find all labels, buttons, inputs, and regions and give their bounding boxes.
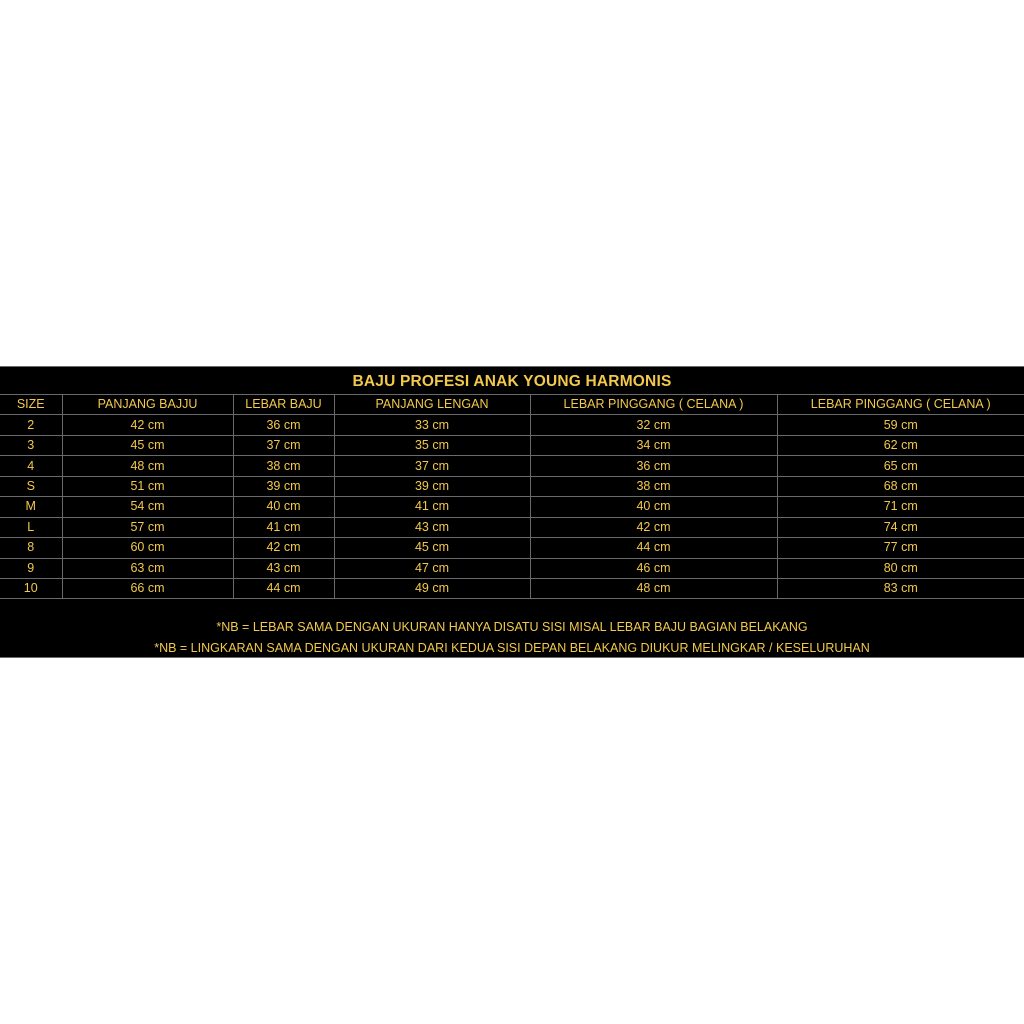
table-cell: 66 cm (62, 578, 233, 598)
table-cell: 8 (0, 538, 62, 558)
table-cell: M (0, 497, 62, 517)
table-cell: 36 cm (530, 456, 777, 476)
table-cell: 80 cm (777, 558, 1024, 578)
table-row (0, 517, 1024, 537)
table-cell: 37 cm (334, 456, 530, 476)
table-cell: 10 (0, 578, 62, 598)
table-cell: 39 cm (233, 476, 334, 496)
table-cell: 62 cm (777, 435, 1024, 455)
table-cell: 41 cm (334, 497, 530, 517)
table-row (0, 558, 1024, 578)
header-lebar-pinggang-2: LEBAR PINGGANG ( CELANA ) (777, 395, 1024, 415)
size-chart-panel (0, 366, 1024, 658)
header-panjang-lengan: PANJANG LENGAN (334, 395, 530, 415)
table-row (0, 476, 1024, 496)
table-cell: 71 cm (777, 497, 1024, 517)
table-cell: 3 (0, 435, 62, 455)
table-cell: 48 cm (62, 456, 233, 476)
note-lebar: *NB = LEBAR SAMA DENGAN UKURAN HANYA DISATU SISI MISAL LEBAR BAJU BAGIAN BELAKANG (216, 620, 808, 634)
table-cell: 38 cm (530, 476, 777, 496)
table-row (0, 415, 1024, 435)
table-cell: 68 cm (777, 476, 1024, 496)
table-cell: 77 cm (777, 538, 1024, 558)
table-cell: 34 cm (530, 435, 777, 455)
table-cell: 2 (0, 415, 62, 435)
note-lingkaran: *NB = LINGKARAN SAMA DENGAN UKURAN DARI KEDUA SISI DEPAN BELAKANG DIUKUR MELINGKAR / KESELURUHAN (154, 641, 870, 655)
header-lebar-pinggang-1: LEBAR PINGGANG ( CELANA ) (530, 395, 777, 415)
header-panjang-baju: PANJANG BAJJU (62, 395, 233, 415)
table-cell: 40 cm (530, 497, 777, 517)
table-cell: L (0, 517, 62, 537)
table-row (0, 435, 1024, 455)
table-cell: 36 cm (233, 415, 334, 435)
table-header-row (0, 395, 1024, 415)
table-cell: 63 cm (62, 558, 233, 578)
table-cell: 40 cm (233, 497, 334, 517)
table-row (0, 456, 1024, 476)
table-cell: 41 cm (233, 517, 334, 537)
table-cell: 33 cm (334, 415, 530, 435)
table-cell: 42 cm (62, 415, 233, 435)
table-cell: 59 cm (777, 415, 1024, 435)
table-row (0, 497, 1024, 517)
table-cell: 48 cm (530, 578, 777, 598)
table-cell: 39 cm (334, 476, 530, 496)
table-cell: 35 cm (334, 435, 530, 455)
table-cell: 9 (0, 558, 62, 578)
header-lebar-baju: LEBAR BAJU (233, 395, 334, 415)
table-cell: 83 cm (777, 578, 1024, 598)
table-cell: 51 cm (62, 476, 233, 496)
size-table (0, 394, 1024, 599)
table-cell: 38 cm (233, 456, 334, 476)
table-cell: 45 cm (62, 435, 233, 455)
table-cell: 42 cm (530, 517, 777, 537)
table-cell: 65 cm (777, 456, 1024, 476)
table-cell: 44 cm (530, 538, 777, 558)
table-row (0, 538, 1024, 558)
header-size: SIZE (0, 395, 62, 415)
table-cell: 43 cm (334, 517, 530, 537)
chart-title: BAJU PROFESI ANAK YOUNG HARMONIS (352, 373, 672, 390)
table-cell: 32 cm (530, 415, 777, 435)
table-cell: 45 cm (334, 538, 530, 558)
table-cell: 46 cm (530, 558, 777, 578)
table-cell: 4 (0, 456, 62, 476)
table-cell: 37 cm (233, 435, 334, 455)
table-row (0, 578, 1024, 598)
table-cell: 57 cm (62, 517, 233, 537)
table-cell: 43 cm (233, 558, 334, 578)
table-cell: 42 cm (233, 538, 334, 558)
table-cell: 74 cm (777, 517, 1024, 537)
table-cell: 54 cm (62, 497, 233, 517)
table-cell: 60 cm (62, 538, 233, 558)
table-cell: 49 cm (334, 578, 530, 598)
table-cell: 44 cm (233, 578, 334, 598)
table-cell: S (0, 476, 62, 496)
notes-block (0, 617, 1024, 659)
table-cell: 47 cm (334, 558, 530, 578)
